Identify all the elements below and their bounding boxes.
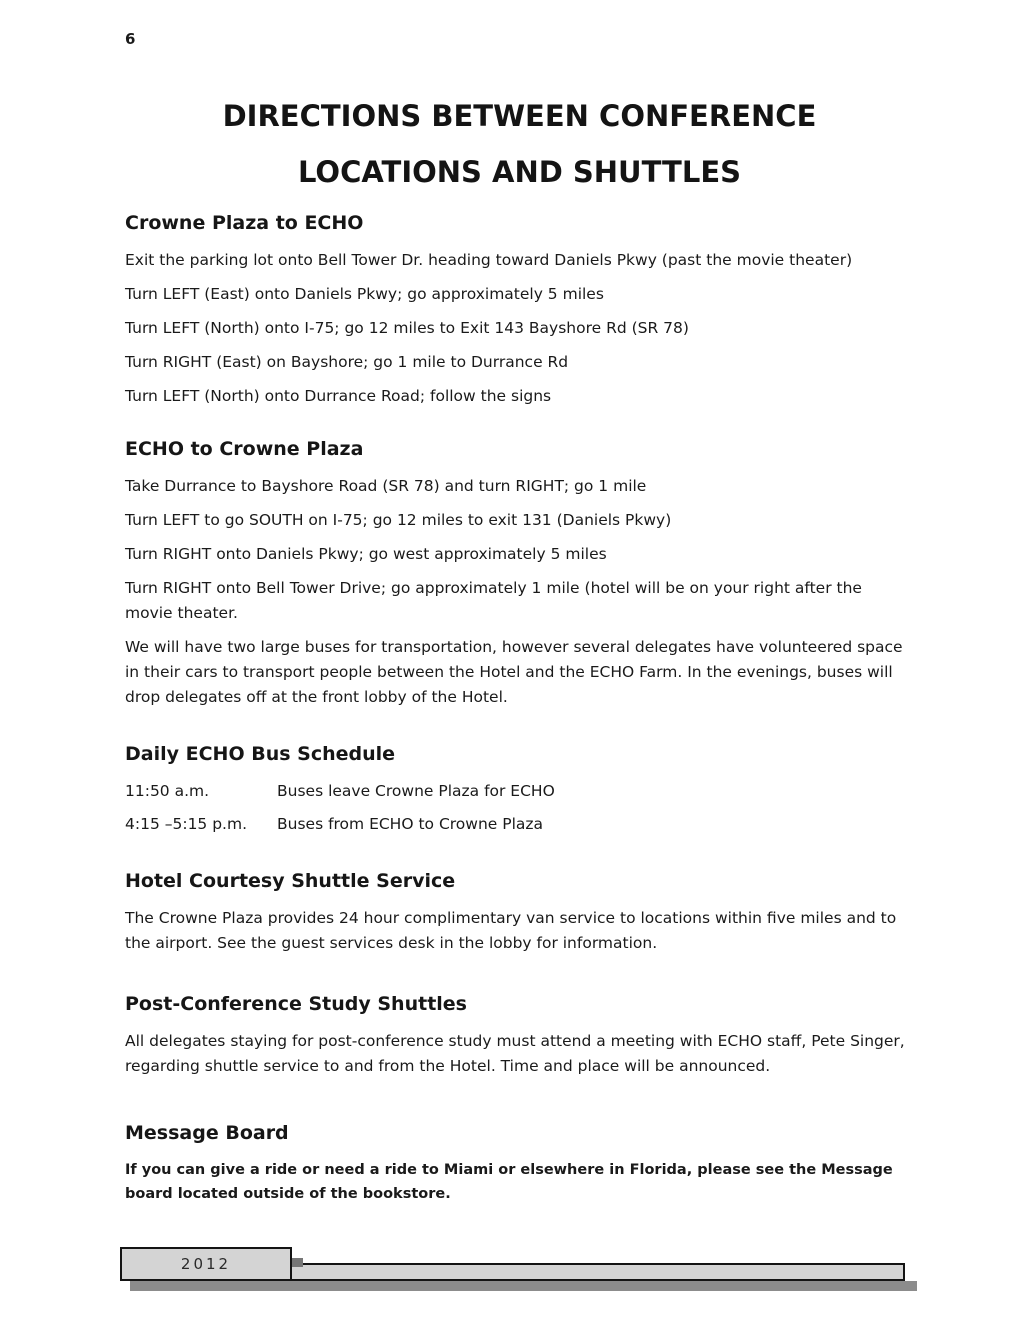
- section-message-board: [125, 1120, 914, 1206]
- schedule-row: [125, 812, 914, 837]
- section-heading: ECHO to Crowne Plaza: [125, 438, 364, 460]
- footer-shadow: [130, 1281, 917, 1291]
- direction-step: Exit the parking lot onto Bell Tower Dr. heading toward Daniels Pkwy (past the movie theater): [125, 251, 853, 269]
- schedule-description: Buses leave Crowne Plaza for ECHO: [277, 782, 555, 800]
- footer-year-tab: [120, 1247, 292, 1281]
- section-heading: Crowne Plaza to ECHO: [125, 212, 364, 234]
- direction-step: Turn RIGHT onto Bell Tower Drive; go approximately 1 mile (hotel will be on your right after the movie theater.: [125, 579, 862, 622]
- footer-bar: [290, 1263, 905, 1281]
- direction-step: Turn LEFT to go SOUTH on I-75; go 12 miles to exit 131 (Daniels Pkwy): [125, 511, 672, 529]
- footer-year: 2012: [180, 1254, 232, 1273]
- section-heading: Post-Conference Study Shuttles: [125, 993, 467, 1015]
- page-title-line-2: LOCATIONS AND SHUTTLES: [297, 155, 742, 189]
- message-board-paragraph: If you can give a ride or need a ride to Miami or elsewhere in Florida, please see the Message board located outside of the bookstore.: [125, 1162, 893, 1202]
- section-post-conference-shuttles: [125, 991, 914, 1079]
- direction-step: Turn LEFT (North) onto Durrance Road; follow the signs: [125, 387, 552, 405]
- footer-banner: [120, 1247, 917, 1297]
- page-title: [125, 88, 914, 200]
- section-heading: Hotel Courtesy Shuttle Service: [125, 870, 456, 892]
- direction-step: Turn LEFT (North) onto I-75; go 12 miles to Exit 143 Bayshore Rd (SR 78): [125, 319, 689, 337]
- direction-step: Take Durrance to Bayshore Road (SR 78) and turn RIGHT; go 1 mile: [125, 477, 647, 495]
- schedule-row: [125, 779, 914, 804]
- schedule-time: 4:15 –5:15 p.m.: [125, 815, 248, 833]
- body-paragraph: The Crowne Plaza provides 24 hour complimentary van service to locations within five miles and to the airport. See the guest services desk in the lobby for information.: [125, 909, 897, 952]
- schedule-time: 11:50 a.m.: [125, 782, 210, 800]
- section-hotel-courtesy-shuttle: [125, 868, 914, 956]
- body-paragraph: All delegates staying for post-conference study must attend a meeting with ECHO staff, Pete Singer, regarding shuttle service to and from the Hotel. Time and place will be announced.: [125, 1032, 905, 1075]
- schedule-description: Buses from ECHO to Crowne Plaza: [277, 815, 544, 833]
- direction-step: Turn RIGHT (East) on Bayshore; go 1 mile to Durrance Rd: [125, 353, 569, 371]
- bus-note-paragraph: We will have two large buses for transportation, however several delegates have volunteered space in their cars to transport people between the Hotel and the ECHO Farm. In the evenings, buses will drop delegates off at the front lobby of the Hotel.: [125, 638, 903, 706]
- section-heading: Daily ECHO Bus Schedule: [125, 743, 396, 765]
- page-number: 6: [125, 30, 136, 48]
- direction-step: Turn RIGHT onto Daniels Pkwy; go west approximately 5 miles: [125, 545, 607, 563]
- direction-step: Turn LEFT (East) onto Daniels Pkwy; go approximately 5 miles: [125, 285, 604, 303]
- section-crowne-plaza-to-echo: [125, 210, 914, 409]
- footer-notch: [292, 1258, 303, 1267]
- section-echo-to-crowne-plaza: [125, 436, 914, 710]
- section-heading: Message Board: [125, 1122, 289, 1144]
- page-title-line-1: DIRECTIONS BETWEEN CONFERENCE: [222, 99, 817, 133]
- section-daily-echo-bus-schedule: [125, 741, 914, 837]
